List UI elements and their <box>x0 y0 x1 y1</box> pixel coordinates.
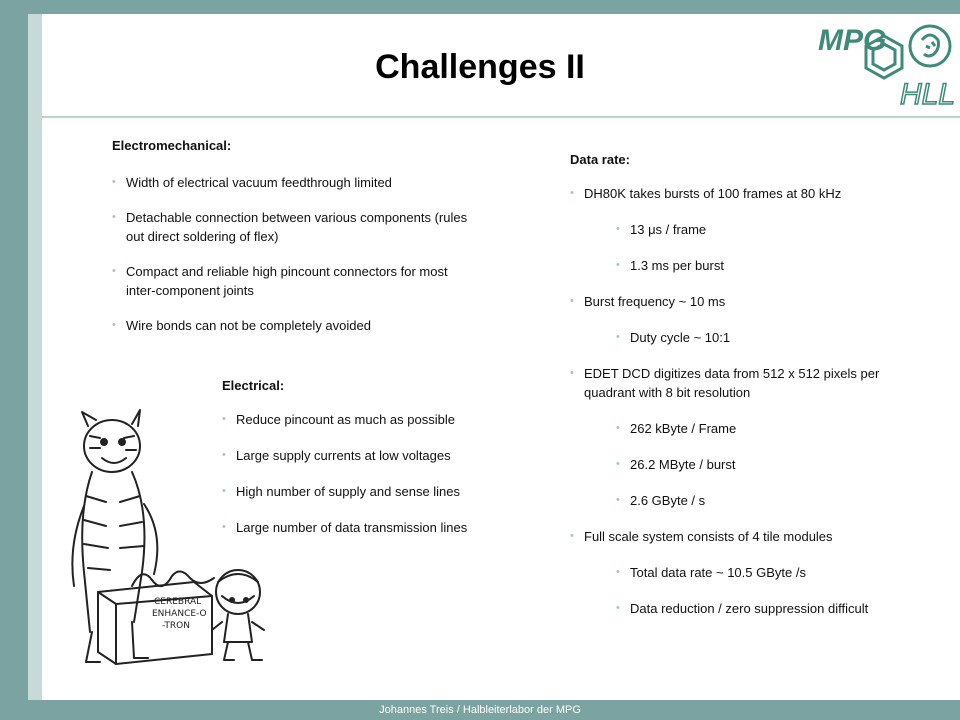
list-item: • Burst frequency ~ 10 ms <box>570 292 930 311</box>
data-rate-list <box>570 184 930 618</box>
electromechanical-heading: Electromechanical: <box>112 138 232 153</box>
list-item: • High number of supply and sense lines <box>222 482 522 501</box>
electrical-heading: Electrical: <box>222 378 285 393</box>
slide-footer: Johannes Treis / Halbleiterlabor der MPG <box>379 704 581 716</box>
cartoon-box-text: -TRON <box>162 621 190 631</box>
tiger-head <box>84 420 140 472</box>
list-item: • Full scale system consists of 4 tile modules <box>570 527 930 546</box>
cartoon-box-text: ENHANCE-O <box>152 609 207 619</box>
list-item: • 13 μs / frame <box>616 220 930 239</box>
list-item: • Large number of data transmission lines <box>222 518 522 537</box>
data-rate-section <box>570 152 930 618</box>
electromechanical-section <box>112 138 472 335</box>
list-item: • 26.2 MByte / burst <box>616 455 930 474</box>
mpg-hll-logo <box>818 16 958 112</box>
list-item: • Total data rate ~ 10.5 GByte /s <box>616 563 930 582</box>
list-item: • Wire bonds can not be completely avoided <box>112 316 472 335</box>
list-item: • Detachable connection between various components (rules out direct soldering of flex) <box>112 208 472 246</box>
logo-text-hll: HLL <box>900 78 956 111</box>
data-rate-heading: Data rate: <box>570 152 630 167</box>
list-item: • Compact and reliable high pincount connectors for most inter-component joints <box>112 262 472 300</box>
list-item: • 1.3 ms per burst <box>616 256 930 275</box>
calvin-hobbes-cartoon <box>62 396 287 676</box>
list-item: • EDET DCD digitizes data from 512 x 512 pixels per quadrant with 8 bit resolution <box>570 364 930 402</box>
list-item: • DH80K takes bursts of 100 frames at 80 kHz <box>570 184 930 203</box>
list-item: • Duty cycle ~ 10:1 <box>616 328 930 347</box>
slide-title: Challenges II <box>375 48 585 86</box>
list-item: • Width of electrical vacuum feedthrough limited <box>112 173 472 192</box>
list-item: • Reduce pincount as much as possible <box>222 410 522 429</box>
boy-helmet <box>216 570 260 614</box>
list-item: • 262 kByte / Frame <box>616 419 930 438</box>
cartoon-box-text: CEREBRAL <box>154 597 202 607</box>
slide-frame-accent <box>28 14 42 700</box>
list-item: • Data reduction / zero suppression difficult <box>616 599 930 618</box>
list-item: • 2.6 GByte / s <box>616 491 930 510</box>
list-item: • Large supply currents at low voltages <box>222 446 522 465</box>
title-divider <box>42 116 960 118</box>
logo-text-mpg: MPG <box>818 24 887 57</box>
slide-frame-left <box>0 0 28 720</box>
